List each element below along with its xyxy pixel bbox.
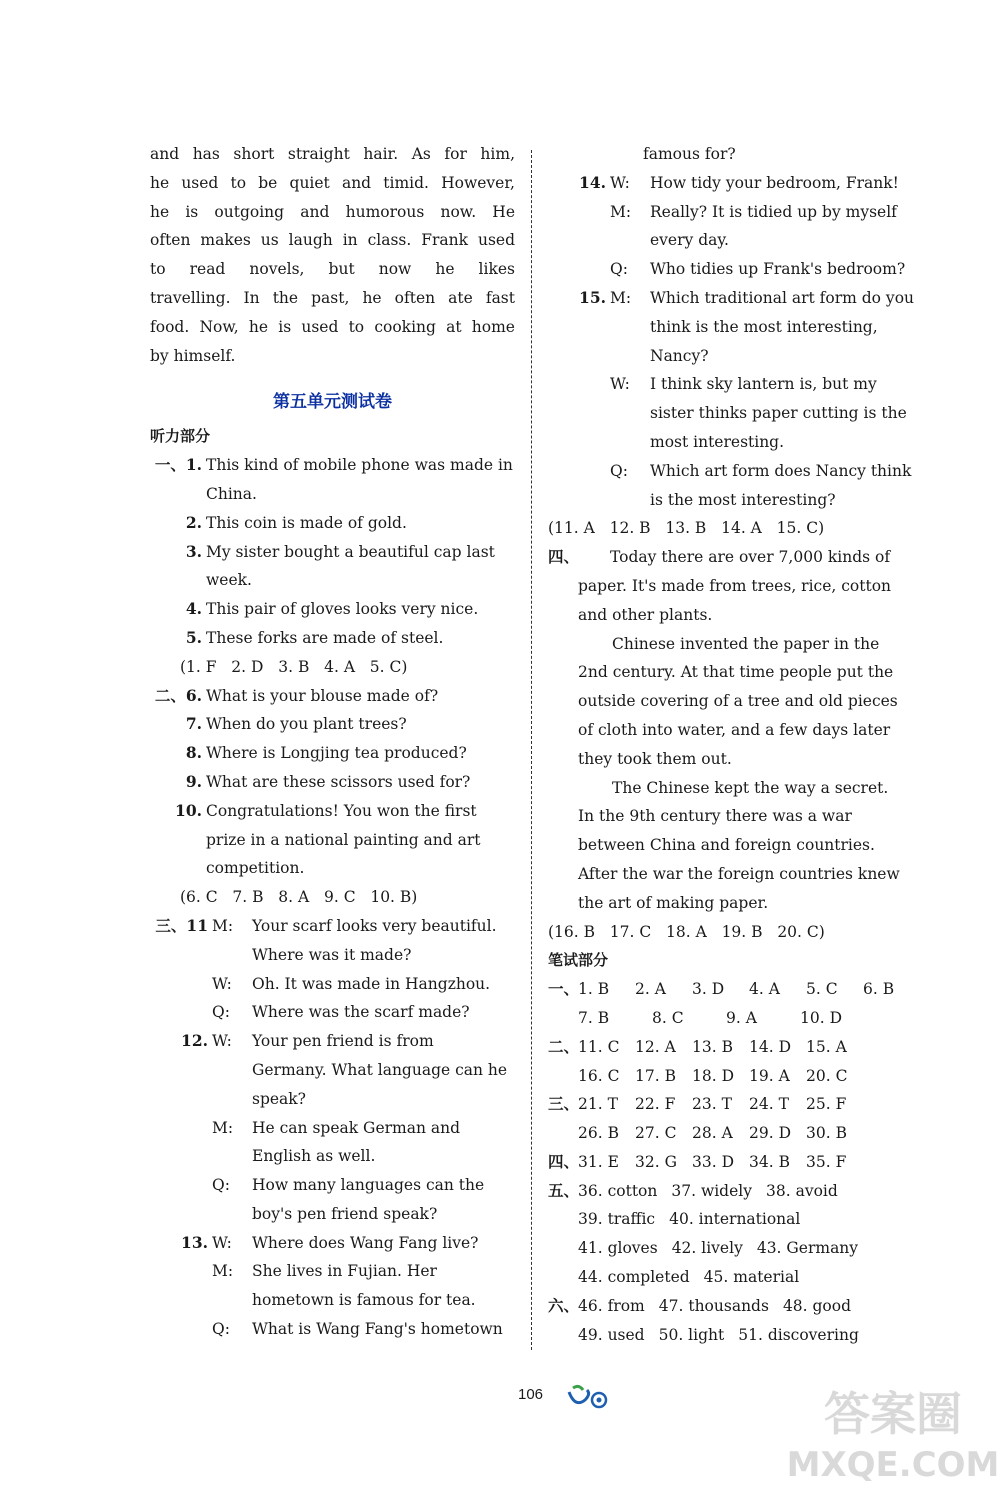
question-line xyxy=(150,826,515,855)
passage-line xyxy=(548,831,916,860)
answer-row xyxy=(548,1205,916,1234)
answer-item: 42. lively xyxy=(671,1239,743,1258)
speaker-label: Q: xyxy=(212,1320,230,1339)
answer-item: 49. used xyxy=(578,1325,645,1344)
left-column xyxy=(150,140,515,1344)
answer-item: 47. thousands xyxy=(658,1296,769,1315)
answer-item: 28. A xyxy=(692,1124,733,1143)
question-text: week. xyxy=(206,571,252,590)
answer-row xyxy=(548,1177,916,1206)
paragraph-line: he is outgoing and humorous now. He xyxy=(150,202,515,221)
passage-text: between China and foreign countries. xyxy=(578,836,875,855)
written-heading: 笔试部分 xyxy=(548,951,609,970)
question-text: Oh. It was made in Hangzhou. xyxy=(252,974,491,993)
question-line xyxy=(150,1085,515,1114)
paragraph-line: often makes us laugh in class. Frank used xyxy=(150,231,515,250)
speaker-label: Q: xyxy=(212,1003,230,1022)
answer-key: (11. A 12. B 13. B 14. A 15. C) xyxy=(548,519,825,538)
question-number: 10. xyxy=(175,800,202,820)
paragraph-line: food. Now, he is used to cooking at home xyxy=(150,317,515,336)
answer-item: 51. discovering xyxy=(738,1325,859,1344)
answer-item: 17. B xyxy=(635,1066,676,1085)
question-line xyxy=(150,451,515,480)
passage-line xyxy=(548,889,916,918)
answer-item: 27. C xyxy=(635,1124,677,1143)
part-label: 五、 xyxy=(548,1180,580,1200)
question-number: 三、11 xyxy=(155,915,208,935)
question-line xyxy=(548,198,916,227)
question-number: 2. xyxy=(185,512,202,532)
watermark-bottom: MXQE.COM xyxy=(786,1445,1000,1485)
question-line xyxy=(150,1200,515,1229)
question-text: is the most interesting? xyxy=(650,490,836,509)
question-line xyxy=(150,595,515,624)
question-text: prize in a national painting and art xyxy=(206,830,481,849)
speaker-label: Q: xyxy=(610,461,628,480)
question-text: Which art form does Nancy think xyxy=(650,461,912,480)
page-number: 106 xyxy=(518,1386,544,1403)
question-line xyxy=(548,284,916,313)
answer-key: (6. C 7. B 8. A 9. C 10. B) xyxy=(180,888,418,907)
answer-item: 33. D xyxy=(692,1152,735,1171)
passage-text: they took them out. xyxy=(578,749,732,768)
listening-heading: 听力部分 xyxy=(150,427,211,446)
question-line xyxy=(548,313,916,342)
question-text: What is Wang Fang's hometown xyxy=(252,1320,503,1339)
section-title: 第五单元测试卷 xyxy=(273,392,392,413)
question-text: My sister bought a beautiful cap last xyxy=(206,542,495,561)
question-line xyxy=(150,566,515,595)
question-text: think is the most interesting, xyxy=(650,317,878,336)
passage-text: In the 9th century there was a war xyxy=(578,807,852,826)
passage-text: and other plants. xyxy=(578,605,713,624)
question-line xyxy=(150,1056,515,1085)
answer-item: 32. G xyxy=(635,1152,677,1171)
answer-item: 19. A xyxy=(749,1066,790,1085)
paragraph-line: travelling. In the past, he often ate fast xyxy=(150,288,515,307)
answer-item: 9. A xyxy=(726,1008,757,1027)
answer-item: 30. B xyxy=(806,1124,847,1143)
question-text: Really? It is tidied up by myself xyxy=(650,202,897,221)
answer-item: 18. D xyxy=(692,1066,735,1085)
answer-item: 43. Germany xyxy=(756,1239,859,1258)
question-text: English as well. xyxy=(252,1147,376,1166)
passage-text: The Chinese kept the way a secret. xyxy=(612,778,889,797)
question-line xyxy=(150,509,515,538)
answer-row xyxy=(548,1148,916,1177)
answer-item: 3. D xyxy=(692,980,725,999)
question-line xyxy=(548,370,916,399)
question-line xyxy=(150,1114,515,1143)
question-line xyxy=(548,399,916,428)
answer-item: 39. traffic xyxy=(578,1210,656,1229)
question-text: This pair of gloves looks very nice. xyxy=(206,600,479,619)
speaker-label: W: xyxy=(212,974,232,993)
question-line xyxy=(150,624,515,653)
speaker-label: M: xyxy=(212,1262,234,1281)
question-text: How tidy your bedroom, Frank! xyxy=(650,173,899,192)
paragraph-line: by himself. xyxy=(150,346,236,365)
question-number: 13. xyxy=(181,1232,208,1252)
answer-item: 38. avoid xyxy=(766,1181,838,1200)
answer-row xyxy=(548,1004,916,1033)
speaker-label: M: xyxy=(610,288,632,307)
question-line xyxy=(150,1171,515,1200)
speaker-label: W: xyxy=(212,1032,232,1051)
question-text: When do you plant trees? xyxy=(206,715,407,734)
answer-row xyxy=(548,1321,916,1350)
column-divider xyxy=(531,150,532,1350)
question-text: She lives in Fujian. Her xyxy=(252,1262,437,1281)
part-label: 六、 xyxy=(548,1295,580,1315)
answer-row xyxy=(548,1033,916,1062)
question-text: Germany. What language can he xyxy=(252,1060,508,1079)
answer-row xyxy=(548,1090,916,1119)
watermark xyxy=(786,1378,1000,1492)
paragraph-line: he used to be quiet and timid. However, xyxy=(150,173,515,192)
question-line xyxy=(150,1027,515,1056)
paragraph-line: to read novels, but now he likes xyxy=(150,260,515,279)
passage-text: paper. It's made from trees, rice, cotton xyxy=(578,576,892,595)
passage-line xyxy=(548,774,916,803)
answer-item: 2. A xyxy=(635,980,666,999)
question-line xyxy=(150,797,515,826)
answer-key: (1. F 2. D 3. B 4. A 5. C) xyxy=(180,657,408,676)
question-text: hometown is famous for tea. xyxy=(252,1291,476,1310)
answer-item: 25. F xyxy=(806,1095,847,1114)
answer-item: 26. B xyxy=(578,1124,619,1143)
question-line xyxy=(150,1286,515,1315)
question-text: sister thinks paper cutting is the xyxy=(650,404,907,423)
question-line xyxy=(150,1315,515,1344)
answer-item: 7. B xyxy=(578,1008,610,1027)
question-text: Where was the scarf made? xyxy=(252,1003,470,1022)
passage-text: the art of making paper. xyxy=(578,893,769,912)
question-line xyxy=(150,998,515,1027)
question-line xyxy=(548,428,916,457)
passage-line xyxy=(548,601,916,630)
answer-row xyxy=(548,1119,916,1148)
question-text: Where is Longjing tea produced? xyxy=(206,744,467,763)
answer-item: 48. good xyxy=(782,1296,852,1315)
passage-text: After the war the foreign countries knew xyxy=(578,864,900,883)
question-text: This kind of mobile phone was made in xyxy=(206,456,513,475)
answer-item: 22. F xyxy=(635,1095,676,1114)
question-text: Nancy? xyxy=(650,346,709,365)
answer-item: 36. cotton xyxy=(578,1181,658,1200)
passage-line xyxy=(548,716,916,745)
question-number: 4. xyxy=(185,599,202,619)
question-text: Where was it made? xyxy=(252,945,412,964)
answer-item: 29. D xyxy=(749,1124,792,1143)
question-text: Congratulations! You won the first xyxy=(206,801,477,820)
answer-row xyxy=(548,1292,916,1321)
question-text: He can speak German and xyxy=(252,1118,461,1137)
answer-item: 5. C xyxy=(806,980,838,999)
passage-line xyxy=(548,630,916,659)
answer-item: 16. C xyxy=(578,1066,620,1085)
answer-item: 14. D xyxy=(749,1037,792,1056)
answer-item: 35. F xyxy=(806,1152,847,1171)
speaker-label: W: xyxy=(212,1233,232,1252)
answer-item: 4. A xyxy=(749,980,780,999)
answer-item: 44. completed xyxy=(578,1268,690,1287)
answer-item: 11. C xyxy=(578,1037,620,1056)
passage-line xyxy=(548,860,916,889)
continued-line: famous for? xyxy=(643,145,736,163)
question-text: Your scarf looks very beautiful. xyxy=(252,916,497,935)
right-column xyxy=(548,140,916,1349)
question-line xyxy=(150,480,515,509)
question-line xyxy=(548,226,916,255)
question-number: 9. xyxy=(185,771,202,791)
decorative-swirl-icon xyxy=(565,1382,615,1416)
part-label: 四、 xyxy=(548,547,580,567)
part-label: 二、 xyxy=(548,1036,580,1056)
passage-text: of cloth into water, and a few days later xyxy=(578,720,891,739)
answer-row xyxy=(548,1263,916,1292)
question-text: How many languages can the xyxy=(252,1176,485,1195)
question-line xyxy=(150,912,515,941)
passage-line xyxy=(548,658,916,687)
question-line xyxy=(150,682,515,711)
answer-item: 46. from xyxy=(578,1296,645,1315)
part-label: 四、 xyxy=(548,1151,580,1171)
passage-line xyxy=(548,802,916,831)
answer-row xyxy=(548,1234,916,1263)
answer-item: 37. widely xyxy=(671,1181,752,1200)
question-line xyxy=(548,457,916,486)
speaker-label: W: xyxy=(610,173,630,192)
question-number: 12. xyxy=(181,1031,208,1051)
question-text: Which traditional art form do you xyxy=(650,288,915,307)
question-line xyxy=(150,538,515,567)
answer-item: 45. material xyxy=(703,1268,800,1287)
passage-line xyxy=(548,543,916,572)
passage-line xyxy=(548,572,916,601)
question-number: 7. xyxy=(185,714,202,734)
speaker-label: M: xyxy=(212,1118,234,1137)
part-label: 三、 xyxy=(548,1094,580,1114)
answer-item: 24. T xyxy=(749,1095,789,1114)
question-number: 5. xyxy=(185,627,202,647)
passage-line xyxy=(548,745,916,774)
question-text: These forks are made of steel. xyxy=(206,628,444,647)
answer-row xyxy=(548,975,916,1004)
passage-text: 2nd century. At that time people put the xyxy=(578,663,894,682)
question-line xyxy=(150,970,515,999)
question-text: speak? xyxy=(252,1089,306,1108)
speaker-label: M: xyxy=(212,916,234,935)
answer-item: 31. E xyxy=(578,1152,619,1171)
question-text: This coin is made of gold. xyxy=(206,513,407,532)
answer-item: 23. T xyxy=(692,1095,732,1114)
question-line xyxy=(150,710,515,739)
paragraph-line: and has short straight hair. As for him, xyxy=(150,145,515,163)
passage-text: Chinese invented the paper in the xyxy=(612,634,880,653)
answer-item: 13. B xyxy=(692,1037,733,1056)
question-text: Where does Wang Fang live? xyxy=(252,1233,479,1252)
question-line xyxy=(150,854,515,883)
answer-item: 1. B xyxy=(578,980,610,999)
speaker-label: Q: xyxy=(212,1176,230,1195)
answer-item: 50. light xyxy=(658,1325,725,1344)
answer-item: 8. C xyxy=(652,1008,684,1027)
question-number: 15. xyxy=(579,287,606,307)
question-number: 3. xyxy=(185,541,202,561)
answer-row xyxy=(548,1062,916,1091)
question-line xyxy=(150,941,515,970)
part-label: 一、 xyxy=(548,979,580,999)
answer-key: (16. B 17. C 18. A 19. B 20. C) xyxy=(548,922,825,941)
answer-item: 6. B xyxy=(863,980,895,999)
question-number: 14. xyxy=(579,172,606,192)
answer-item: 20. C xyxy=(806,1066,848,1085)
speaker-label: W: xyxy=(610,375,630,394)
question-line xyxy=(150,1142,515,1171)
question-line xyxy=(548,342,916,371)
answer-item: 41. gloves xyxy=(578,1239,658,1258)
speaker-label: M: xyxy=(610,202,632,221)
question-line xyxy=(150,1257,515,1286)
question-text: competition. xyxy=(206,859,305,878)
answer-item: 21. T xyxy=(578,1095,618,1114)
question-text: Your pen friend is from xyxy=(252,1032,434,1051)
passage-text: Today there are over 7,000 kinds of xyxy=(610,548,891,567)
question-number: 一、1. xyxy=(154,455,202,475)
answer-item: 12. A xyxy=(635,1037,676,1056)
question-line xyxy=(548,169,916,198)
answer-item: 34. B xyxy=(749,1152,790,1171)
passage-line xyxy=(548,687,916,716)
question-line xyxy=(150,768,515,797)
speaker-label: Q: xyxy=(610,260,628,279)
question-text: most interesting. xyxy=(650,432,785,451)
question-text: China. xyxy=(206,484,257,503)
question-line xyxy=(548,486,916,515)
question-text: What are these scissors used for? xyxy=(206,772,471,791)
answer-item: 10. D xyxy=(800,1008,843,1027)
question-line xyxy=(548,255,916,284)
watermark-top: 答案圈 xyxy=(824,1387,962,1441)
question-line xyxy=(150,1229,515,1258)
question-text: I think sky lantern is, but my xyxy=(650,375,877,394)
answer-item: 15. A xyxy=(806,1037,847,1056)
question-line xyxy=(150,739,515,768)
question-number: 8. xyxy=(185,743,202,763)
question-text: every day. xyxy=(650,231,729,250)
question-text: boy's pen friend speak? xyxy=(252,1204,438,1223)
question-text: Who tidies up Frank's bedroom? xyxy=(650,260,906,279)
answer-item: 40. international xyxy=(669,1210,801,1229)
question-number: 二、6. xyxy=(154,685,202,705)
passage-text: outside covering of a tree and old pieces xyxy=(578,692,898,711)
question-text: What is your blouse made of? xyxy=(206,686,439,705)
